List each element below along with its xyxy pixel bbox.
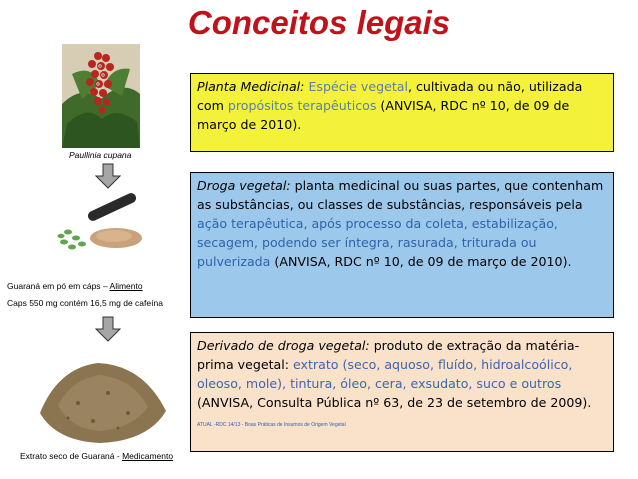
paullinia-plant-photo [62, 44, 140, 148]
paullinia-caption: Paullinia cupana [69, 150, 132, 160]
guarana-powder-caption: Guaraná em pó em cáps – Alimento [7, 281, 143, 291]
highlight-extrato: extrato (seco, aquoso, fluído, hidroalcoólico, oleoso, mole), tintura, óleo, cera, exsudato, suco e outros [197, 357, 573, 391]
highlight-acao-terapeutica: ação terapêutica, após processo da coleta, estabilização, secagem, podendo ser íntegra, rasurada, triturada ou pulverizada [197, 216, 558, 269]
term-planta-medicinal: Planta Medicinal: [197, 79, 305, 94]
guarana-powder-capsules-photo [56, 192, 152, 254]
term-derivado: Derivado de droga vegetal: [197, 338, 370, 353]
dry-extract-photo [38, 343, 168, 447]
highlight-especie-vegetal: Espécie vegetal [308, 79, 408, 94]
rdc-note: ATUAL -RDC 14/13 - Boas Práticas de Insumos de Origem Vegetal [197, 422, 346, 428]
dry-extract-caption: Extrato seco de Guaraná - Medicamento [20, 451, 174, 461]
term-droga-vegetal: Droga vegetal: [197, 178, 291, 193]
definition-box-droga-vegetal: Droga vegetal: planta medicinal ou suas partes, que contenham as substâncias, ou classes de substâncias, responsáveis pela ação terapêutica, após processo da coleta, estabilização, secagem, podendo ser íntegra, rasurada, triturada ou pulverizada (ANVISA, RDC nº 10, de 09 de março de 2010). [190, 172, 614, 318]
medicamento-link[interactable]: Medicamento [122, 451, 174, 461]
down-arrow-icon [95, 316, 121, 342]
caffeine-caption: Caps 550 mg contém 16,5 mg de cafeína [7, 298, 163, 308]
alimento-link[interactable]: Alimento [109, 281, 143, 291]
highlight-propositos: propósitos terapêuticos [227, 98, 377, 113]
page-title: Conceitos legais [187, 4, 451, 41]
definition-box-derivado: Derivado de droga vegetal: produto de extração da matéria-prima vegetal: extrato (seco, aquoso, fluído, hidroalcoólico, oleoso, mole), tintura, óleo, cera, exsudato, suco e outros (ANVISA, Consulta Pública nº 63, de 23 de setembro de 2009). ATUAL -RDC 14/13 - Boas Práticas de Insumos de Origem Vegetal [190, 332, 614, 452]
definition-box-planta-medicinal: Planta Medicinal: Espécie vegetal, cultivada ou não, utilizada com propósitos terapêuticos (ANVISA, RDC nº 10, de 09 de março de 2010). [190, 73, 614, 152]
down-arrow-icon [95, 163, 121, 189]
